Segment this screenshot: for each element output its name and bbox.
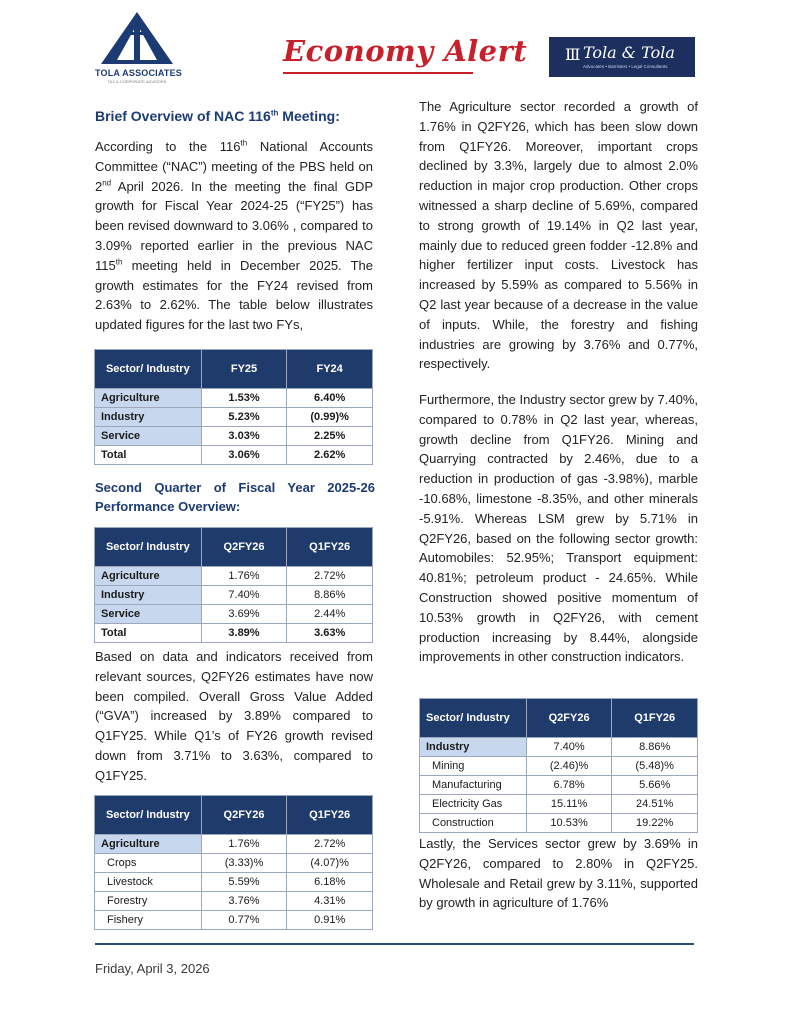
tola-associates-name: TOLA ASSOCIATES	[95, 68, 183, 78]
publication-date: Friday, April 3, 2026	[95, 961, 210, 976]
tola-associates-logo	[95, 10, 183, 84]
q2-sector-table	[94, 527, 373, 643]
tola-and-tola-tagline: Advocates • Barristers • Legal Consultants	[583, 64, 668, 69]
pillar-icon: Ⅲ	[565, 45, 581, 64]
table-row: Total 3.89% 3.63%	[95, 624, 373, 643]
table-row: Service 3.03% 2.25%	[95, 427, 373, 446]
table-row: Industry 5.23% (0.99)%	[95, 408, 373, 427]
heading-text-end: Meeting:	[278, 108, 340, 124]
tola-associates-tagline: TAX & CORPORATE ADVISORS	[107, 79, 167, 84]
heading-sup: th	[270, 108, 279, 118]
table-row: Industry 7.40% 8.86%	[420, 738, 698, 757]
triangle-logo-icon	[95, 10, 179, 68]
gva-paragraph: Based on data and indicators received from relevant sources, Q2FY26 estimates have now been compiled. Overall Gross Value Added (“GVA”) increased by 3.89% compared to Q1FY25. While Q1’s of FY26 growth revised down from 3.71% to 3.63%, compared to Q1FY25.	[95, 649, 373, 783]
table-row: Manufacturing 6.78% 5.66%	[420, 776, 698, 795]
table-row: Service 3.69% 2.44%	[95, 605, 373, 624]
agriculture-paragraph: The Agriculture sector recorded a growth of 1.76% in Q2FY26, which has been slow down from Q1FY26. Moreover, important crops declined by 3.3%, largely due to almost 2.0% reduction in major crop production. Other crops witnessed a sharp decline of 5.69%, compared to strong growth of 19.14% in Q2 last year, mainly due to reduced green fodder -12.8% and higher fertilizer input costs. Livestock has increased by 5.59% as compared to 5.56% in Q2 last year because of a decrease in the value of inputs. While, the forestry and fishing industries are growing by 3.76% and 0.77%, respectively.	[419, 99, 698, 372]
col-header: FY25	[201, 350, 287, 389]
agriculture-table	[94, 795, 373, 930]
col-header: Q2FY26	[526, 699, 612, 738]
section-heading-q2: Second Quarter of Fiscal Year 2025-26 Performance Overview:	[95, 480, 375, 514]
col-header: Sector/ Industry	[95, 796, 202, 835]
services-paragraph: Lastly, the Services sector grew by 3.69% in Q2FY26, compared to 2.80% in Q2FY25. Wholesale and Retail grew by 3.11%, supported by growth in agriculture of 1.76%	[419, 836, 698, 911]
footer-divider	[95, 943, 694, 945]
col-header: Q1FY26	[612, 699, 698, 738]
col-header: Q2FY26	[201, 528, 287, 567]
tola-and-tola-logo	[549, 37, 695, 77]
table-row: Agriculture 1.76% 2.72%	[95, 567, 373, 586]
section-heading-nac	[95, 108, 340, 124]
table-row: Total 3.06% 2.62%	[95, 446, 373, 465]
table-row: Forestry 3.76% 4.31%	[95, 892, 373, 911]
table-row: Crops (3.33)% (4.07)%	[95, 854, 373, 873]
col-header: Q1FY26	[287, 528, 373, 567]
nac-overview-paragraph: According to the 116th National Accounts Committee (“NAC”) meeting of the PBS held on 2nd April 2026. In the meeting the final GDP growth for Fiscal Year 2024-25 (“FY25”) has been revised downward to 3.06% , compared to 3.09% reported earlier in the previous NAC 115th meeting held in December 2025. The growth estimates for the FY24 revised from 2.63% to 2.62%. The table below illustrates updated figures for the last two FYs,	[95, 138, 373, 333]
table-row: Construction 10.53% 19.22%	[420, 814, 698, 833]
col-header: FY24	[287, 350, 373, 389]
economy-alert-title: Economy Alert	[283, 34, 528, 68]
tola-and-tola-name: Tola & Tola	[583, 43, 675, 62]
table-row: Fishery 0.77% 0.91%	[95, 911, 373, 930]
table-row: Agriculture 1.76% 2.72%	[95, 835, 373, 854]
table-row: Industry 7.40% 8.86%	[95, 586, 373, 605]
industry-table	[419, 698, 698, 833]
table-row: Electricity Gas 15.11% 24.51%	[420, 795, 698, 814]
col-header: Sector/ Industry	[420, 699, 527, 738]
industry-paragraph: Furthermore, the Industry sector grew by 7.40%, compared to 0.78% in Q2 last year, whereas, growth decline from Q1FY26. Mining and Quarrying contracted by 2.46%, due to a reduction in production of gas -3.98%), marble -10.68%, limestone -8.35%, and other minerals -5.91%. Whereas LSM grew by 5.71% in Q2FY26, based on the following sector growth: Automobiles: 52.95%; Transport equipment: 40.81%; petroleum product - 24.65%. While Construction showed positive momentum of 10.53% growth in Q2FY26, with cement production increasing by 8.44%, alongside improvements in other construction indicators.	[419, 392, 698, 665]
table-row: Agriculture 1.53% 6.40%	[95, 389, 373, 408]
table-row: Livestock 5.59% 6.18%	[95, 873, 373, 892]
col-header: Sector/ Industry	[95, 350, 202, 389]
col-header: Q1FY26	[287, 796, 373, 835]
col-header: Sector/ Industry	[95, 528, 202, 567]
heading-text: Brief Overview of NAC 116	[95, 108, 271, 124]
table-row: Mining (2.46)% (5.48)%	[420, 757, 698, 776]
title-underline	[283, 72, 473, 74]
col-header: Q2FY26	[201, 796, 287, 835]
fy-growth-table	[94, 349, 373, 465]
